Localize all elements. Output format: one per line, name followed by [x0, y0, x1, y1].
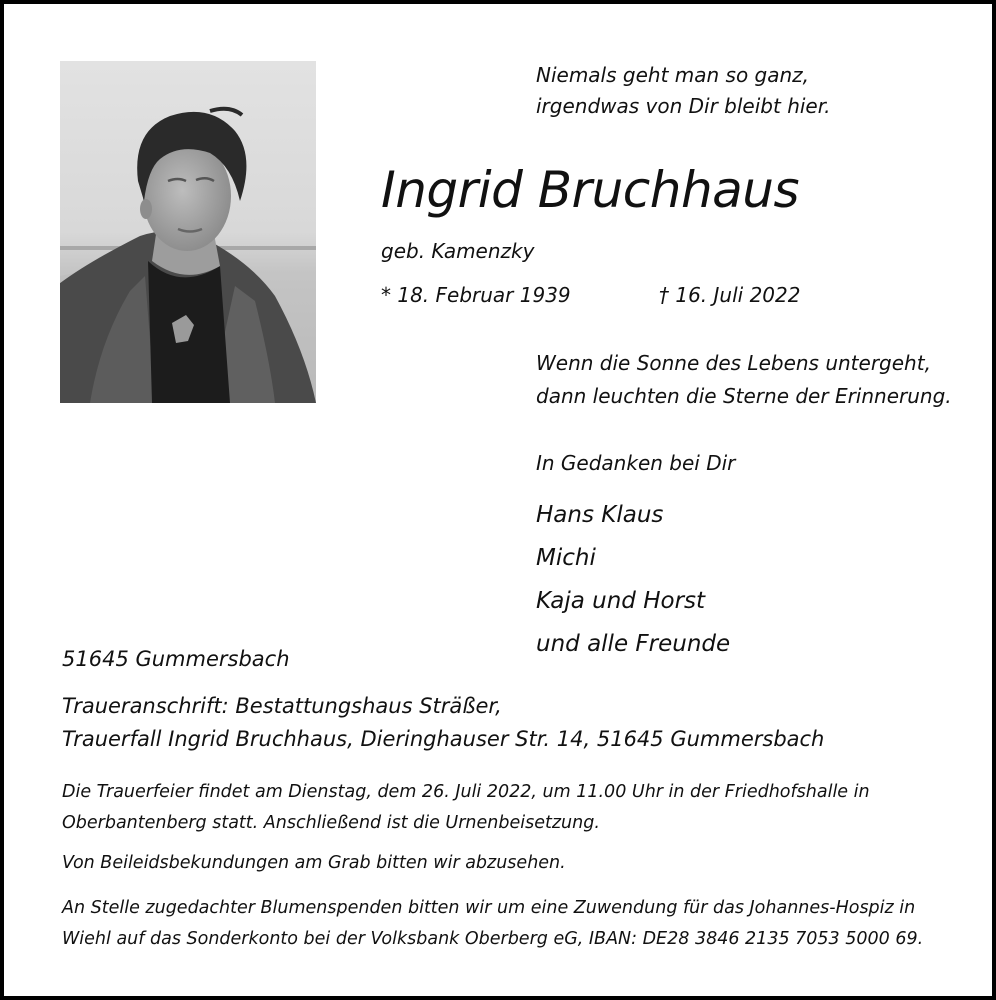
ceremony-line: Die Trauerfeier findet am Dienstag, dem 26. Juli 2022, um 11.00 Uhr in der Friedhofshalle in	[62, 782, 870, 802]
mourning-address	[62, 690, 824, 756]
memorial-quote	[536, 347, 952, 413]
donation-line: An Stelle zugedachter Blumenspenden bitten wir um eine Zuwendung für das Johannes-Hospiz in	[62, 898, 916, 918]
mourner-name: Hans Klaus	[536, 502, 664, 528]
quote-line: dann leuchten die Sterne der Erinnerung.	[536, 384, 952, 408]
ceremony-line: Oberbantenberg statt. Anschließend ist die Urnenbeisetzung.	[62, 813, 600, 833]
deceased-name: Ingrid Bruchhaus	[381, 161, 800, 219]
motto-line: Niemals geht man so ganz,	[536, 63, 810, 87]
address-line: Trauerfall Ingrid Bruchhaus, Dieringhauser Str. 14, 51645 Gummersbach	[62, 727, 825, 751]
address-line: Traueranschrift: Bestattungshaus Sträßer,	[62, 694, 502, 718]
donation-line: Wiehl auf das Sonderkonto bei der Volksbank Oberberg eG, IBAN: DE28 3846 2135 7053 5000 69.	[62, 929, 924, 949]
mourner-name: Kaja und Horst	[536, 588, 706, 614]
town-line: 51645 Gummersbach	[62, 647, 290, 671]
ceremony-paragraph	[62, 777, 942, 839]
mourner-name: und alle Freunde	[536, 631, 731, 657]
donation-paragraph	[62, 893, 942, 955]
quote-line: Wenn die Sonne des Lebens untergeht,	[536, 351, 931, 375]
condolences-paragraph: Von Beileidsbekundungen am Grab bitten wir abzusehen.	[62, 853, 566, 873]
mourner-name: Michi	[536, 545, 596, 571]
in-thoughts-line: In Gedanken bei Dir	[536, 451, 736, 475]
motto-verse	[536, 60, 830, 122]
death-date: † 16. Juli 2022	[659, 283, 801, 307]
motto-line: irgendwas von Dir bleibt hier.	[536, 94, 831, 118]
birth-date: * 18. Februar 1939	[381, 283, 571, 307]
maiden-name: geb. Kamenzky	[381, 239, 535, 263]
portrait-photo	[60, 61, 316, 403]
mourners-list	[536, 494, 730, 666]
